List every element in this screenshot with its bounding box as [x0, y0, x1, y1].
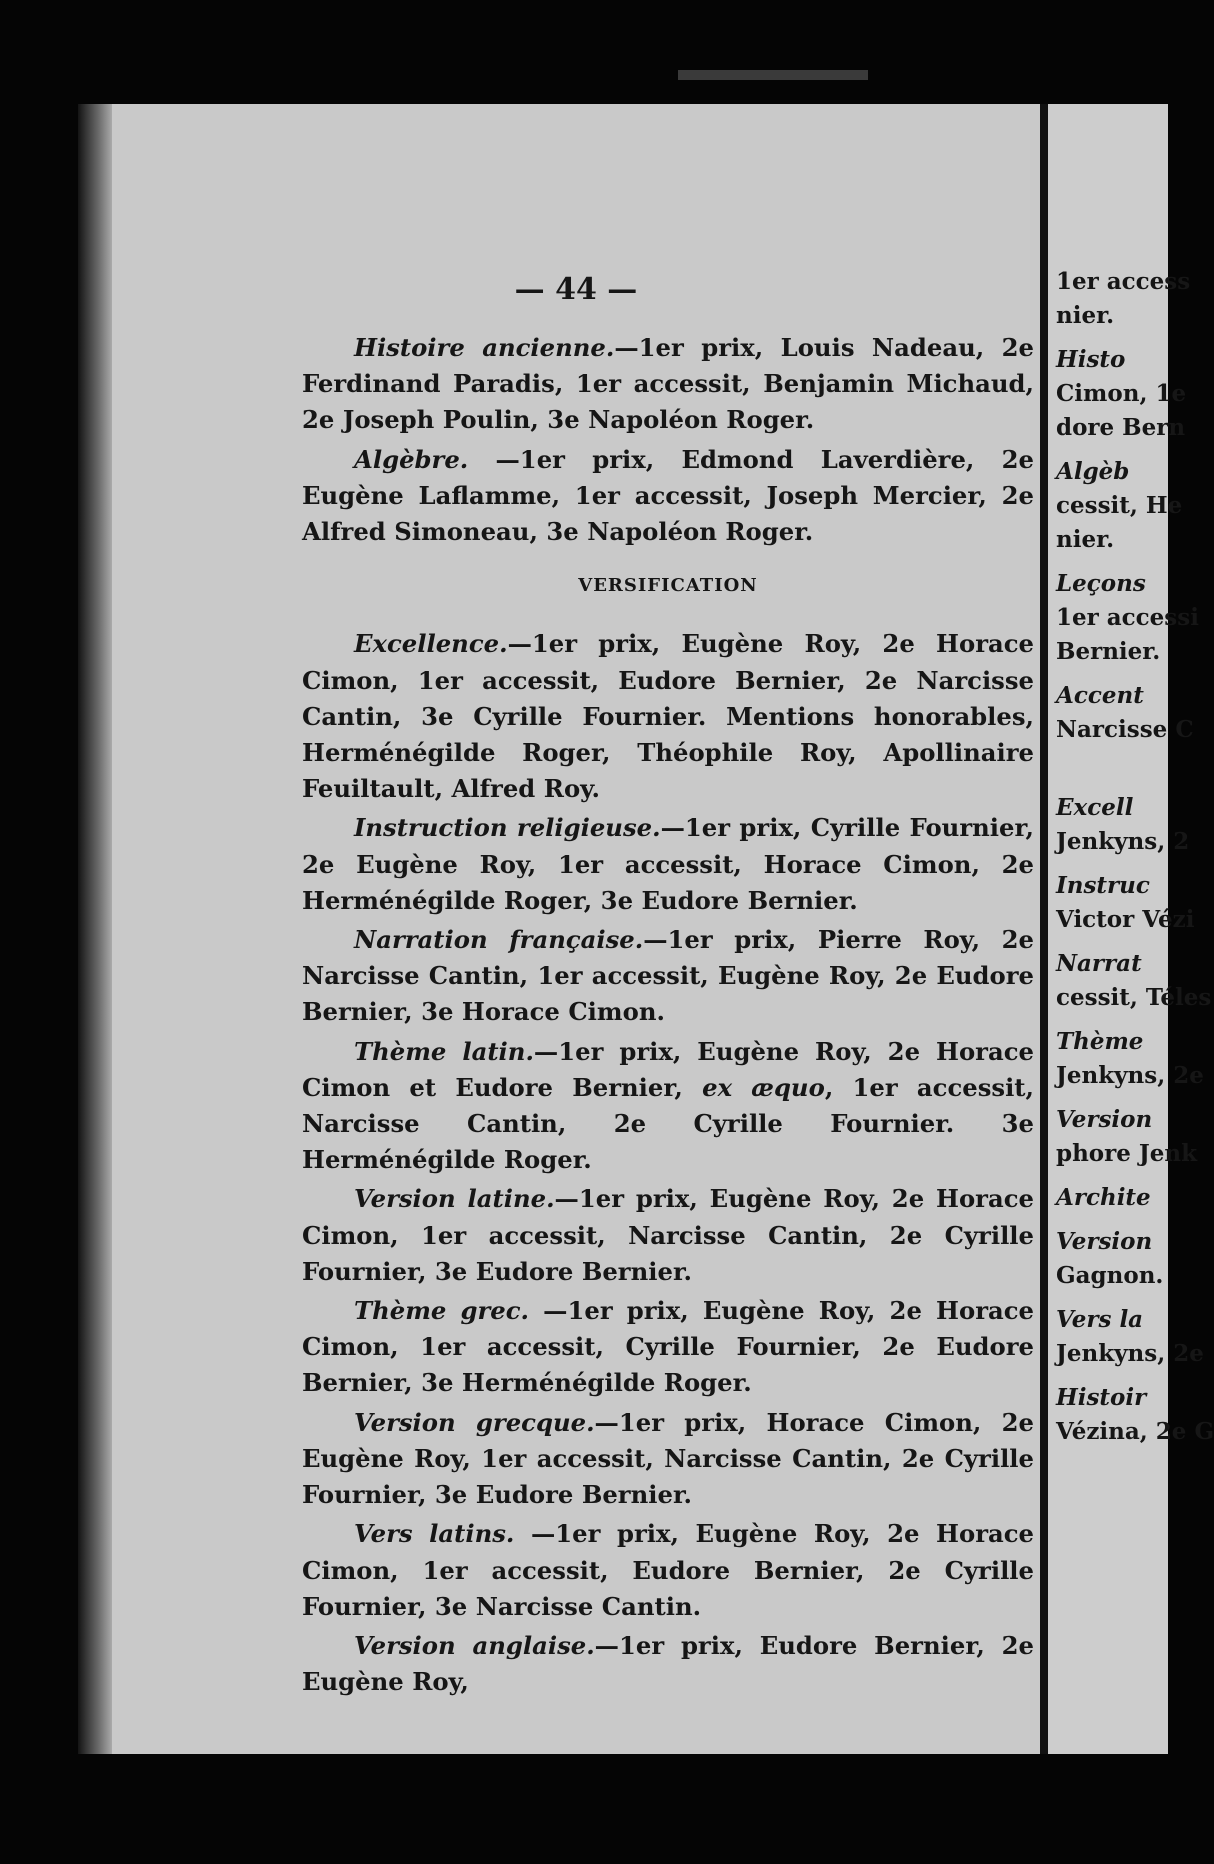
- right-page-line: nier.: [1056, 526, 1115, 553]
- entry-version-grecque: [302, 1405, 1034, 1514]
- entry-algebre: [302, 442, 1034, 551]
- entry-subject: Narration française.: [354, 925, 644, 955]
- entry-instruction-religieuse: [302, 810, 1034, 919]
- entry-text: —1er prix, Pierre Roy, 2e Narcisse Cantin, 1er accessit, Eugène Roy, 2e Eudore Bernier, 3e Horace Cimon.: [302, 925, 1035, 1027]
- page-number: — 44 —: [514, 272, 638, 307]
- section-heading-versification: VERSIFICATION: [578, 575, 758, 597]
- left-page: [112, 104, 1040, 1754]
- entry-theme-latin: [302, 1034, 1034, 1179]
- right-page-line: Algèb: [1056, 458, 1130, 485]
- entry-subject: Thème latin.: [354, 1036, 534, 1066]
- entry-text: —1er prix, Eugène Roy, 2e Horace Cimon et Eudore Bernier,: [302, 1036, 1034, 1102]
- right-page-line: dore Bern: [1056, 414, 1186, 441]
- right-page-line: Narrat: [1056, 950, 1142, 977]
- entry-narration-francaise: [302, 922, 1034, 1031]
- entry-text: —1er prix, Edmond Laverdière, 2e Eugène Laflamme, 1er accessit, Joseph Mercier, 2e Alfred Simoneau, 3e Napoléon Roger.: [302, 444, 1034, 547]
- right-page-line: nier.: [1056, 302, 1115, 329]
- entry-text: —1er prix, Louis Nadeau, 2e Ferdinand Paradis, 1er accessit, Benjamin Michaud, 2e Joseph Poulin, 3e Napoléon Roger.: [302, 333, 1034, 435]
- right-page-line: Vézina, 2e G: [1056, 1418, 1214, 1445]
- entry-subject: Version grecque.: [354, 1407, 595, 1437]
- right-page-line: Excell: [1056, 794, 1134, 821]
- entry-italic-phrase: ex æquo: [702, 1072, 825, 1102]
- book-gutter: [1040, 104, 1048, 1754]
- entry-subject: Version latine.: [354, 1184, 555, 1214]
- entry-subject: Histoire ancienne.: [354, 333, 615, 362]
- entry-text: —1er prix, Eudore Bernier, 2e Eugène Roy,: [302, 1630, 1034, 1697]
- entry-subject: Thème grec.: [354, 1296, 530, 1326]
- right-page-line: Cimon, 1e: [1056, 380, 1187, 407]
- entry-text: —1er prix, Eugène Roy, 2e Horace Cimon, 1er accessit, Narcisse Cantin, 2e Cyrille Fournier, 3e Eudore Bernier.: [302, 1184, 1034, 1286]
- right-page-line: Archite: [1056, 1184, 1151, 1211]
- right-page-line: Version: [1056, 1106, 1153, 1133]
- right-page-line: Histoir: [1056, 1384, 1147, 1411]
- entry-text: —1er prix, Eugène Roy, 2e Horace Cimon, 1er accessit, Cyrille Fournier, 2e Eudore Bernier, 3e Herménégilde Roger.: [302, 1296, 1034, 1398]
- right-page-line: 1er accessi: [1056, 604, 1199, 631]
- right-page-line: cessit, Téles: [1056, 984, 1212, 1011]
- right-page-fragment: [1048, 104, 1214, 1754]
- entry-subject: Version anglaise.: [354, 1630, 595, 1660]
- right-page-line: Narcisse C: [1056, 716, 1194, 743]
- right-page-line: Thème: [1056, 1028, 1144, 1055]
- page-body: [302, 330, 1034, 1703]
- right-page-line: Jenkyns, 2e: [1056, 1340, 1204, 1367]
- right-page-line: Instruc: [1056, 872, 1150, 899]
- right-page-line: Leçons: [1056, 570, 1146, 597]
- right-page-line: Bernier.: [1056, 638, 1161, 665]
- right-page-line: Jenkyns, 2: [1056, 828, 1190, 855]
- right-page-line: Gagnon.: [1056, 1262, 1164, 1289]
- entry-vers-latins: [302, 1516, 1034, 1625]
- entry-subject: Excellence.: [354, 629, 508, 659]
- right-page-line: Victor Vézi: [1056, 906, 1195, 933]
- entry-version-latine: [302, 1181, 1034, 1290]
- right-page-line: cessit, He: [1056, 492, 1183, 519]
- entry-text: —1er prix, Eugène Roy, 2e Horace Cimon, 1er accessit, Eudore Bernier, 2e Cyrille Fournier, 3e Narcisse Cantin.: [302, 1519, 1035, 1621]
- entry-subject: Instruction religieuse.: [354, 813, 661, 843]
- entry-histoire-ancienne: [302, 330, 1034, 439]
- entry-subject: Algèbre.: [354, 444, 469, 474]
- right-page-line: phore Jenk: [1056, 1140, 1198, 1167]
- right-page-line: Accent: [1056, 682, 1144, 709]
- entry-text: —1er prix, Eugène Roy, 2e Horace Cimon, 1er accessit, Eudore Bernier, 2e Narcisse Cantin, 3e Cyrille Fournier. Mentions honorables, Herménégilde Roger, Théophile Roy, Apollinaire Feuiltault, Alfred Roy.: [302, 629, 1034, 804]
- right-page-line: Version: [1056, 1228, 1153, 1255]
- right-page-line: 1er access: [1056, 268, 1191, 295]
- entry-text-continued: , 1er accessit, Narcisse Cantin, 2e Cyrille Fournier. 3e Herménégilde Roger.: [302, 1072, 1034, 1175]
- scan-top-strip: [678, 70, 868, 80]
- entry-theme-grec: [302, 1293, 1034, 1402]
- entry-excellence: [302, 626, 1034, 807]
- right-page-line: Vers la: [1056, 1306, 1144, 1333]
- entry-text: —1er prix, Horace Cimon, 2e Eugène Roy, 1er accessit, Narcisse Cantin, 2e Cyrille Fournier, 3e Eudore Bernier.: [302, 1407, 1034, 1510]
- page-edge-shadow: [78, 104, 112, 1754]
- entry-subject: Vers latins.: [354, 1519, 515, 1549]
- right-page-line: Jenkyns, 2e: [1056, 1062, 1204, 1089]
- entry-text: —1er prix, Cyrille Fournier, 2e Eugène Roy, 1er accessit, Horace Cimon, 2e Herménégilde Roger, 3e Eudore Bernier.: [302, 813, 1034, 915]
- entry-version-anglaise: [302, 1628, 1034, 1700]
- right-page-line: Histo: [1056, 346, 1126, 373]
